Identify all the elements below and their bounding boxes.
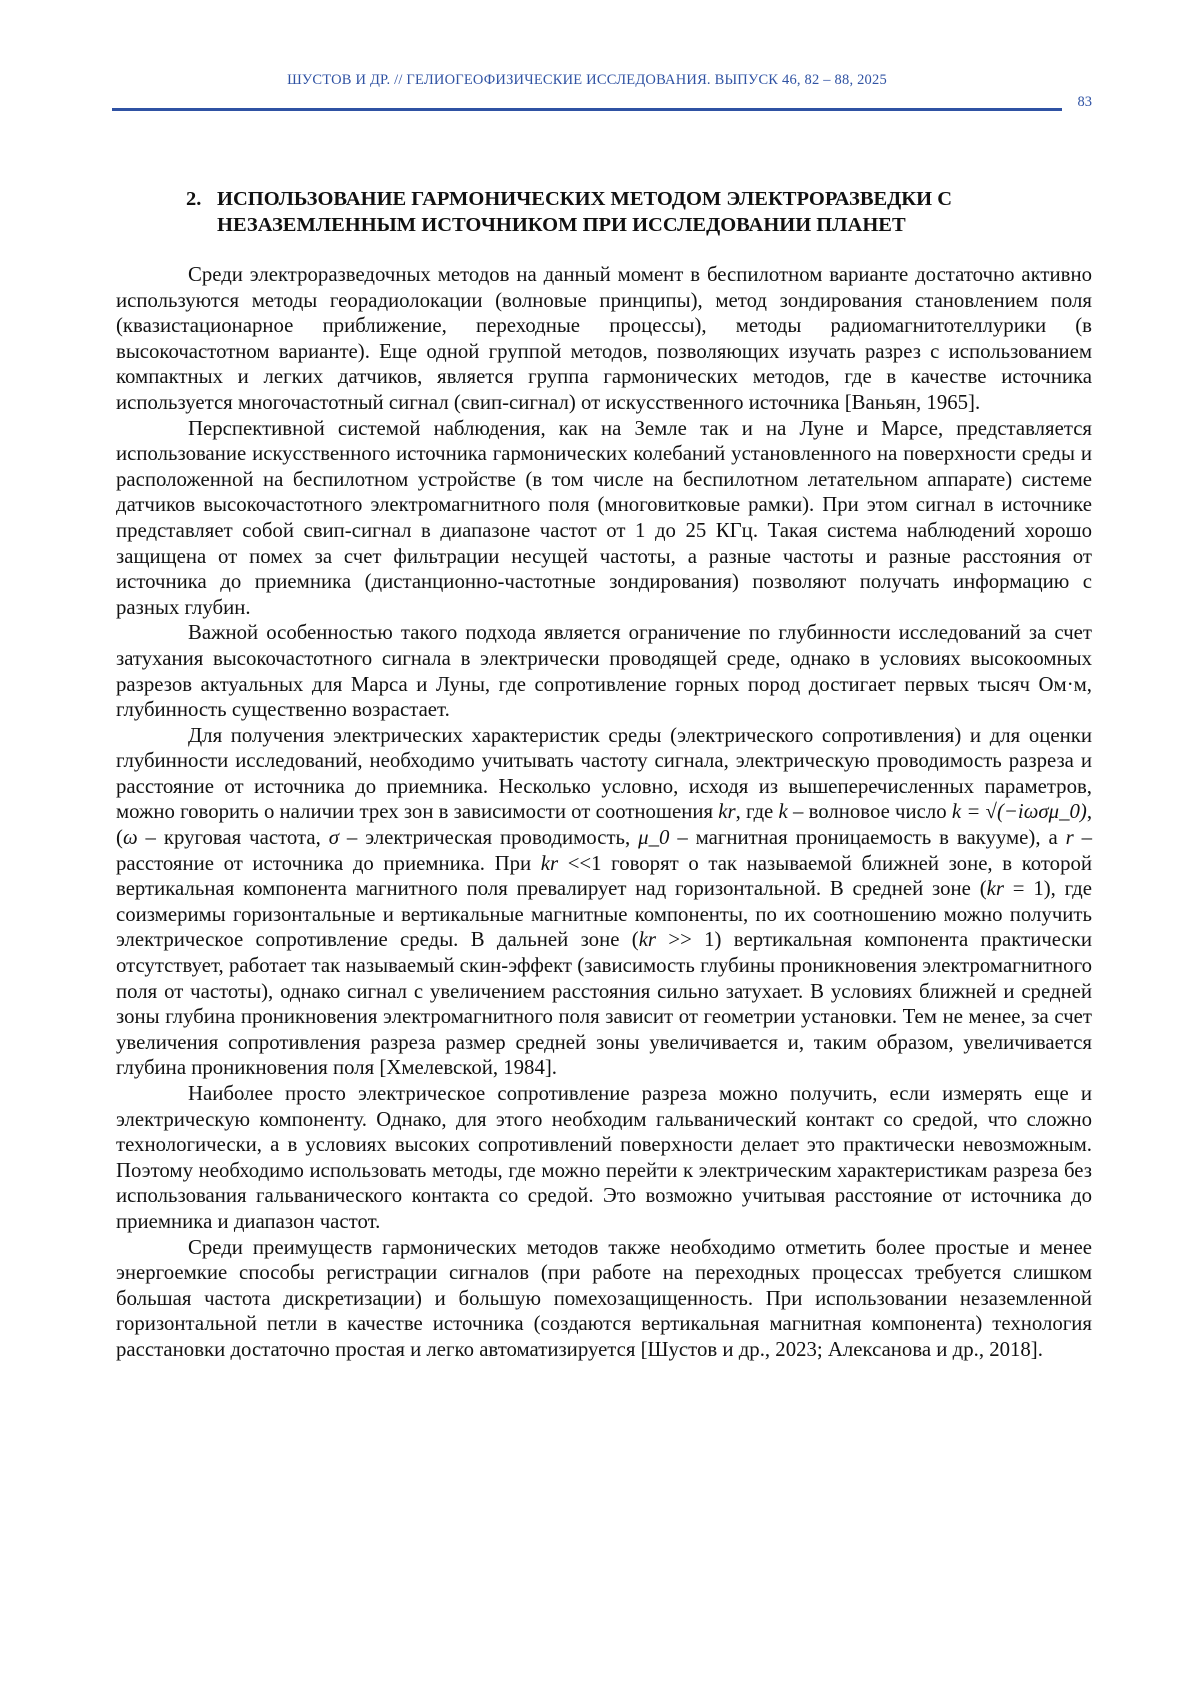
math-omega: ω [123, 826, 138, 849]
paragraph-6: Среди преимуществ гармонических методов также необходимо отметить более простые и менее энергоемкие способы регистрации сигналов (при работе на переходных процессах требуется слишком большая частота дискретизации) и большую помехозащищенность. При использовании незаземленной горизонтальной петли в качестве источника (создаются вертикальная магнитная компонента) технология расстановки достаточно простая и легко автоматизируется [Шустов и др., 2023; Алексанова и др., 2018]. [116, 1235, 1092, 1363]
math-kr: kr [718, 800, 735, 823]
p4-text-9: <<1 говорят о так называемой ближней зоне, в которой вертикальная компонента магнитного поля превалирует над горизонтальной. В средней зоне ( [116, 852, 1092, 901]
page-number: 83 [1062, 94, 1092, 111]
section-title-line-1 [186, 186, 1046, 212]
math-k: k [779, 800, 788, 823]
math-kr-near: kr [541, 852, 558, 875]
p4-text-11: >> 1) вертикальная компонента практически отсутствует, работает так называемый скин-эффект (зависимость глубины проникновения электромагнитного поля от частоты), однако сигнал с увеличением расстояния сильно затухает. В условиях ближней и средней зоны глубина проникновения электромагнитного поля зависит от геометрии установки. Тем не менее, за счет увеличения сопротивления разреза размер средней зоны увеличивается и, таким образом, увеличивается глубина проникновения поля [Хмелевской, 1984]. [116, 928, 1092, 1079]
running-header: ШУСТОВ И ДР. // ГЕЛИОГЕОФИЗИЧЕСКИЕ ИССЛЕДОВАНИЯ. ВЫПУСК 46, 82 – 88, 2025 [112, 72, 1062, 89]
section-title [186, 186, 1046, 238]
p4-text-7: – магнитная проницаемость в вакууме), а [677, 826, 1057, 849]
paragraph-4 [116, 723, 1092, 1081]
paragraph-5: Наиболее просто электрическое сопротивление разреза можно получить, если измерять еще и электрическую компоненту. Однако, для этого необходим гальванический контакт со средой, что сложно технологически, а в условиях высоких сопротивлений поверхности делает это практически невозможным. Поэтому необходимо использовать методы, где можно перейти к электрическим характеристикам разреза без использования гальванического контакта со средой. Это возможно учитывая расстояние от источника до приемника и диапазон частот. [116, 1081, 1092, 1235]
math-mu0: μ_0 [638, 826, 669, 849]
body-text [116, 262, 1092, 1363]
header-rule [112, 108, 1062, 111]
math-kr-far: kr [639, 928, 656, 951]
section-number: 2. [186, 186, 217, 212]
math-kr-middle: kr [987, 877, 1004, 900]
paragraph-2: Перспективной системой наблюдения, как на Земле так и на Луне и Марсе, представляется использование искусственного источника гармонических колебаний установленного на поверхности среды и расположенной на беспилотном устройстве (в том числе на беспилотном летательном аппарате) системе датчиков высокочастотного электромагнитного поля (многовитковые рамки). При этом сигнал в источнике представляет собой свип-сигнал в диапазоне частот от 1 до 25 КГц. Такая система наблюдений хорошо защищена от помех за счет фильтрации несущей частоты, а разные частоты и разные расстояния от источника до приемника (дистанционно-частотные зондирования) позволяют получать информацию с разных глубин. [116, 416, 1092, 621]
p4-text-6: – электрическая проводимость, [347, 826, 630, 849]
p4-text-8: – расстояние от источника до приемника. При [116, 826, 1092, 875]
paragraph-1: Среди электроразведочных методов на данный момент в беспилотном варианте достаточно активно используются методы георадиолокации (волновые принципы), метод зондирования становлением поля (квазистационарное приближение, переходные процессы), методы радиомагнитотеллурики (в высокочастотном варианте). Еще одной группой методов, позволяющих изучать разрез с использованием компактных и легких датчиков, является группа гармонических методов, где в качестве источника используется многочастотный сигнал (свип-сигнал) от искусственного источника [Ваньян, 1965]. [116, 262, 1092, 416]
p4-text-3: – волновое число [793, 800, 947, 823]
paragraph-3: Важной особенностью такого подхода является ограничение по глубинности исследований за счет затухания высокочастотного сигнала в электрически проводящей среде, однако в условиях высокоомных разрезов актуальных для Марса и Луны, где сопротивление горных пород достигает первых тысяч Ом·м, глубинность существенно возрастает. [116, 620, 1092, 722]
p4-text-2: , где [736, 800, 774, 823]
p4-text-10: = 1), где соизмеримы горизонтальные и вертикальные магнитные компоненты, по их соотношению можно получить электрическое сопротивление среды. В дальней зоне ( [116, 877, 1092, 951]
p4-text-4: , ( [116, 800, 1092, 849]
wave-number-formula: k = √(−iωσμ_0) [952, 800, 1087, 823]
math-sigma: σ [329, 826, 339, 849]
section-title-line-2: НЕЗАЗЕМЛЕННЫМ ИСТОЧНИКОМ ПРИ ИССЛЕДОВАНИИ ПЛАНЕТ [186, 212, 1046, 238]
math-r: r [1066, 826, 1074, 849]
section-title-text-1: ИСПОЛЬЗОВАНИЕ ГАРМОНИЧЕСКИХ МЕТОДОМ ЭЛЕКТРОРАЗВЕДКИ С [217, 188, 952, 210]
p4-text-1: Для получения электрических характеристик среды (электрического сопротивления) и для оценки глубинности исследований, необходимо учитывать частоту сигнала, электрическую проводимость разреза и расстояние от источника до приемника. Несколько условно, исходя из вышеперечисленных параметров, можно говорить о наличии трех зон в зависимости от соотношения [116, 724, 1092, 824]
p4-text-5: – круговая частота, [146, 826, 321, 849]
